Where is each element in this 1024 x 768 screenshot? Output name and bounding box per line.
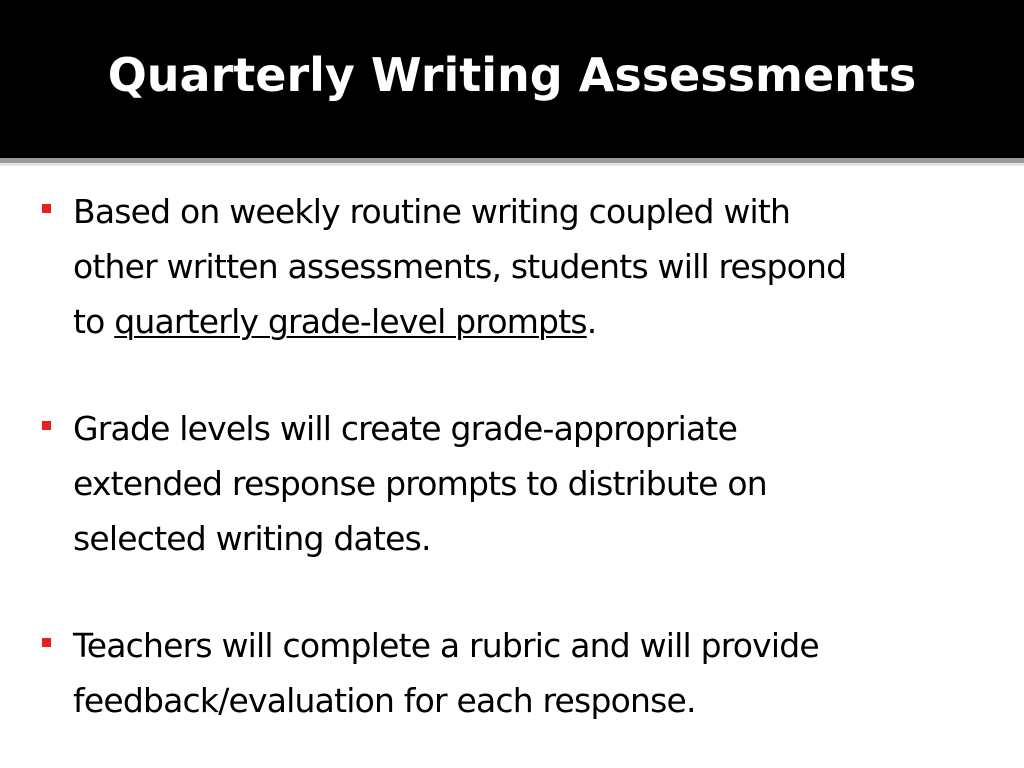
bullet-text — [73, 401, 993, 566]
bullet-line-suffix: . — [586, 302, 597, 341]
quarterly-prompts-link[interactable]: quarterly grade-level prompts — [114, 302, 587, 341]
bullet-line: Grade levels will create grade-appropriate — [73, 409, 738, 448]
bullet-marker-icon — [42, 421, 51, 430]
bullet-marker-icon — [42, 638, 51, 647]
bullet-line: Based on weekly routine writing coupled with — [73, 192, 791, 231]
bullet-line: selected writing dates. — [73, 519, 431, 558]
bullet-line: feedback/evaluation for each response. — [73, 681, 696, 720]
bullet-line — [73, 294, 993, 349]
bullet-line-prefix: to — [73, 302, 115, 341]
bullet-line: other written assessments, students will respond — [73, 247, 847, 286]
bullet-line: extended response prompts to distribute on — [73, 464, 767, 503]
bullet-line: Teachers will complete a rubric and will provide — [73, 626, 819, 665]
bullet-marker-icon — [42, 204, 51, 213]
slide-title: Quarterly Writing Assessments — [107, 48, 917, 102]
bullet-text — [73, 184, 993, 349]
bullet-text — [73, 618, 993, 728]
